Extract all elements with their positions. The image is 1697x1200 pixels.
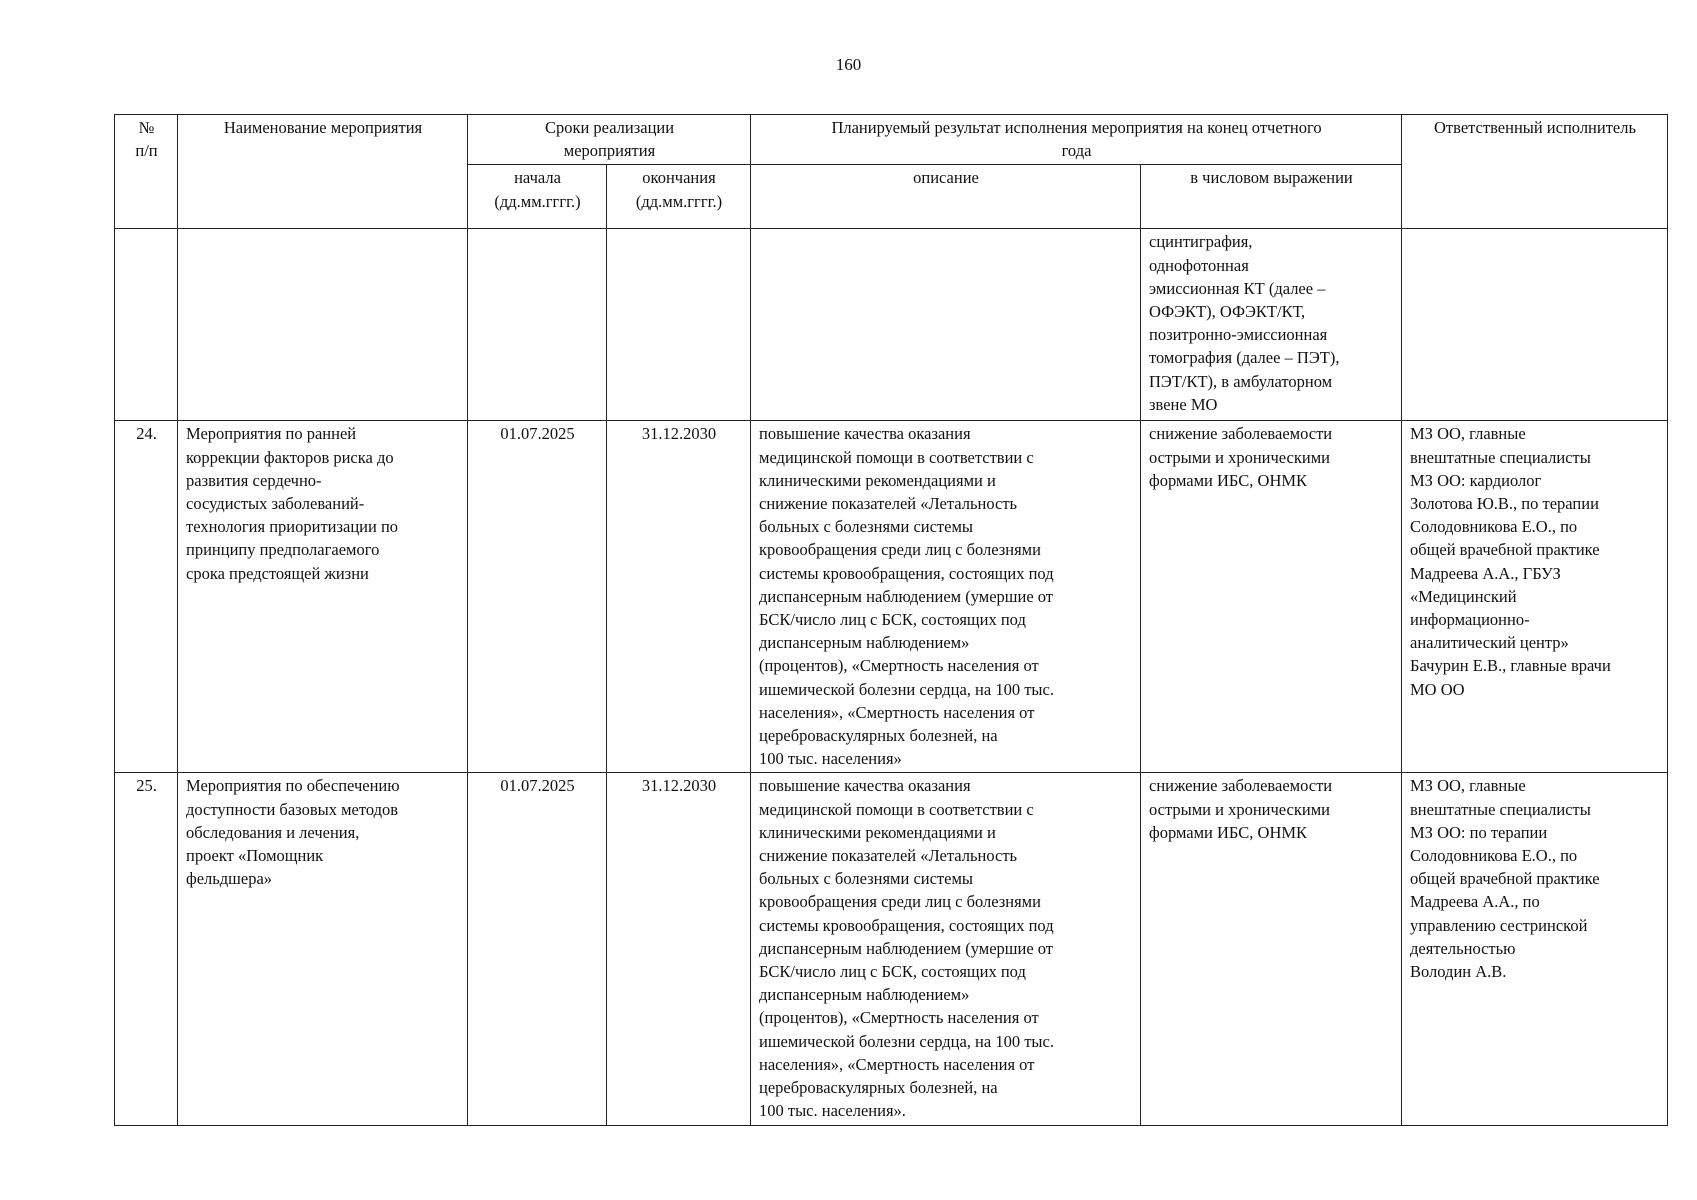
row-description: повышение качества оказания медицинской помощи в соответствии с клиническими рекомендациями и снижение показателей «Летальность больных с болезнями системы кровообращения среди лиц с болезнями системы кровообращения, состоящих под диспансерным наблюдением (умершие от БСК/число лиц с БСК, состоящих под диспансерным наблюдением» (процентов), «Смертность населения от ишемической болезни сердца, на 100 тыс. населения», «Смертность населения от цереброваскулярных болезней, на 100 тыс. населения». <box>751 773 1141 1125</box>
row-numeric: снижение заболеваемости острыми и хроническими формами ИБС, ОНМК <box>1141 773 1402 1125</box>
table-row <box>115 773 1668 1125</box>
row-responsible: МЗ ОО, главные внештатные специалисты МЗ ОО: по терапии Солодовникова Е.О., по общей врачебной практике Мадреева А.А., по управлению сестринской деятельностью Володин А.В. <box>1402 773 1668 1125</box>
table-row <box>115 421 1668 773</box>
row-end: 31.12.2030 <box>607 421 751 773</box>
header-terms: Сроки реализации мероприятия <box>468 115 751 165</box>
row-start: 01.07.2025 <box>468 773 607 1125</box>
row-numeric: снижение заболеваемости острыми и хроническими формами ИБС, ОНМК <box>1141 421 1402 773</box>
row-name: Мероприятия по ранней коррекции факторов риска до развития сердечно- сосудистых заболеваний- технология приоритизации по принципу предполагаемого срока предстоящей жизни <box>178 421 468 773</box>
activities-table <box>114 114 1668 1126</box>
header-numeric: в числовом выражении <box>1141 165 1402 229</box>
header-description: описание <box>751 165 1141 229</box>
row-num: 24. <box>115 421 178 773</box>
header-start: начала (дд.мм.гггг.) <box>468 165 607 229</box>
row-start: 01.07.2025 <box>468 421 607 773</box>
row-description <box>751 229 1141 421</box>
row-num <box>115 229 178 421</box>
header-end: окончания (дд.мм.гггг.) <box>607 165 751 229</box>
row-start <box>468 229 607 421</box>
row-responsible: МЗ ОО, главные внештатные специалисты МЗ ОО: кардиолог Золотова Ю.В., по терапии Солодовникова Е.О., по общей врачебной практике Мадреева А.А., ГБУЗ «Медицинский информационно- аналитический центр» Бачурин Е.В., главные врачи МО ОО <box>1402 421 1668 773</box>
page-number: 160 <box>835 55 862 74</box>
row-end: 31.12.2030 <box>607 773 751 1125</box>
row-name <box>178 229 468 421</box>
row-num: 25. <box>115 773 178 1125</box>
row-responsible <box>1402 229 1668 421</box>
header-num: № п/п <box>115 115 178 229</box>
row-end <box>607 229 751 421</box>
row-description: повышение качества оказания медицинской помощи в соответствии с клиническими рекомендациями и снижение показателей «Летальность больных с болезнями системы кровообращения среди лиц с болезнями системы кровообращения, состоящих под диспансерным наблюдением (умершие от БСК/число лиц с БСК, состоящих под диспансерным наблюдением» (процентов), «Смертность населения от ишемической болезни сердца, на 100 тыс. населения», «Смертность населения от цереброваскулярных болезней, на 100 тыс. населения» <box>751 421 1141 773</box>
header-responsible: Ответственный исполнитель <box>1402 115 1668 229</box>
header-result: Планируемый результат исполнения мероприятия на конец отчетного года <box>751 115 1402 165</box>
header-row-top <box>115 115 1668 165</box>
header-name: Наименование мероприятия <box>178 115 468 229</box>
table-row <box>115 229 1668 421</box>
row-numeric: сцинтиграфия, однофотонная эмиссионная КТ (далее – ОФЭКТ), ОФЭКТ/КТ, позитронно-эмиссионная томография (далее – ПЭТ), ПЭТ/КТ), в амбулаторном звене МО <box>1141 229 1402 421</box>
row-name: Мероприятия по обеспечению доступности базовых методов обследования и лечения, проект «Помощник фельдшера» <box>178 773 468 1125</box>
